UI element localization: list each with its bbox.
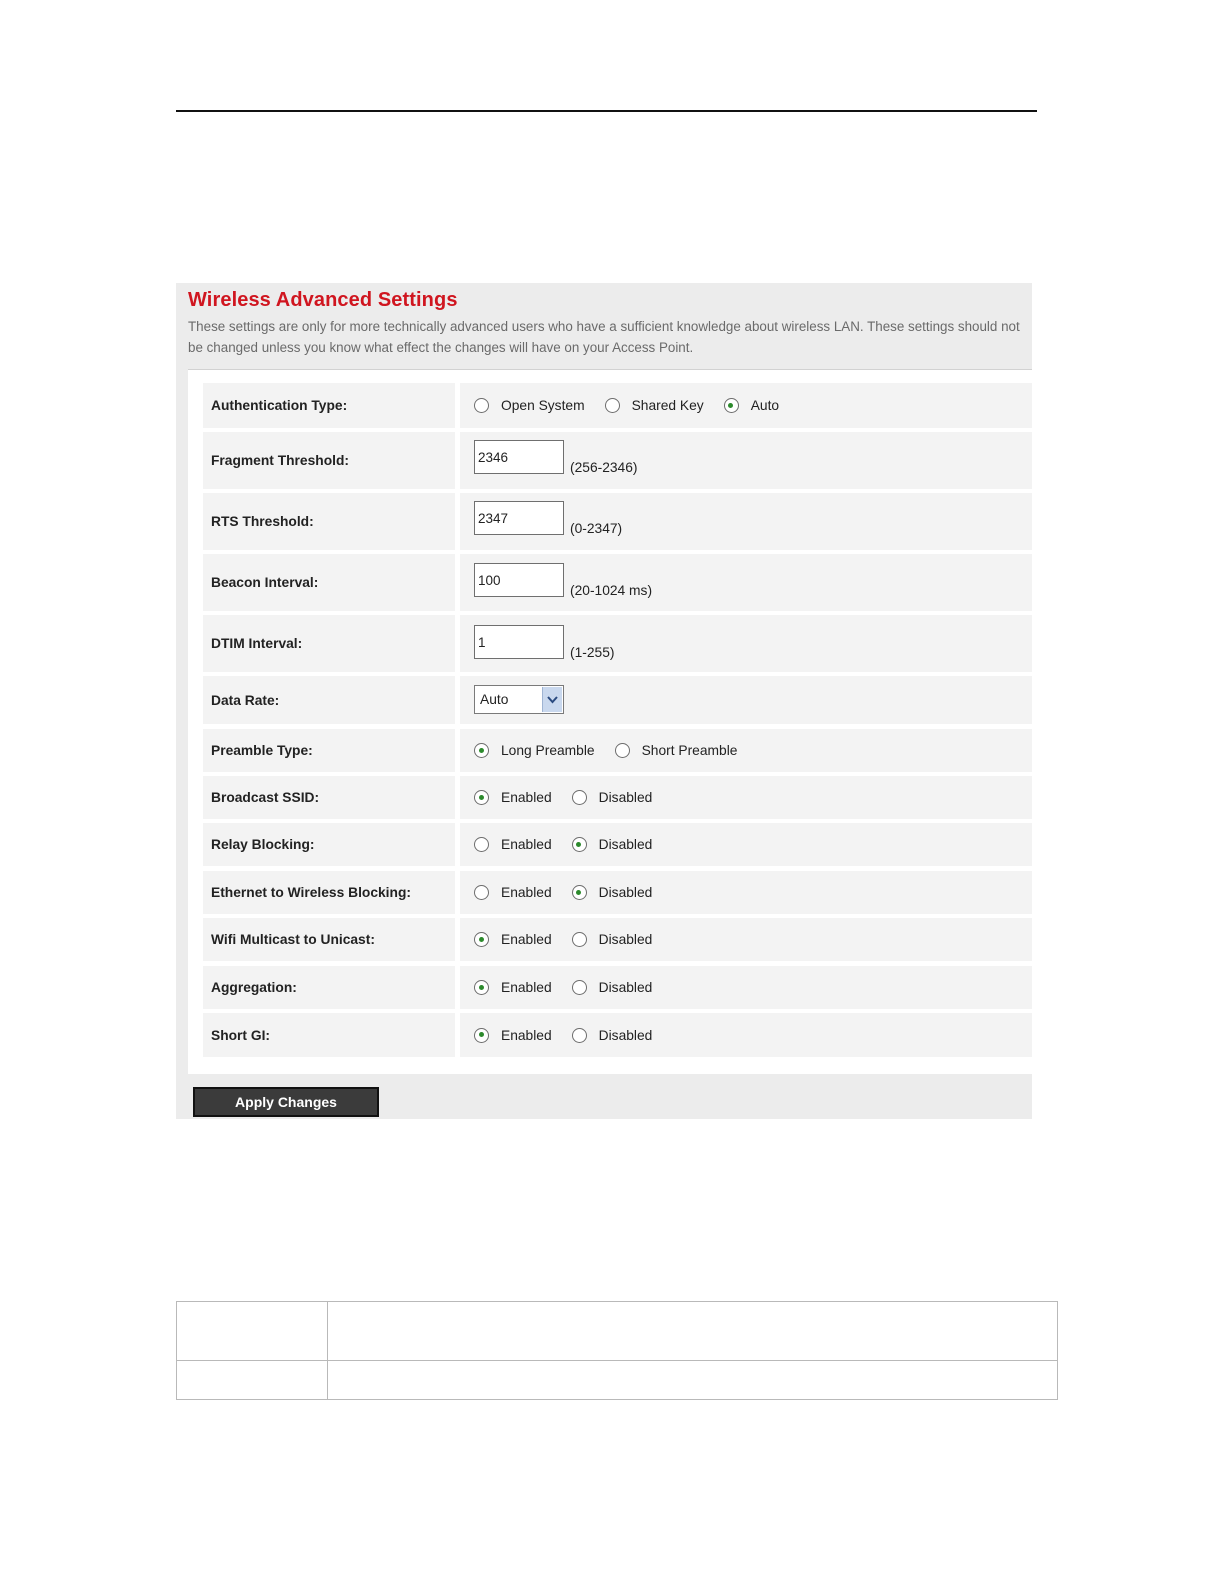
data-rate-select[interactable] [474, 685, 564, 714]
auth-shared-key-label: Shared Key [631, 398, 704, 413]
preamble-short-label: Short Preamble [641, 743, 738, 758]
beacon-interval-hint: (20-1024 ms) [570, 583, 653, 598]
relay-blocking-disabled-radio[interactable] [572, 837, 587, 852]
row-beacon-interval [203, 554, 1032, 611]
rts-threshold-input[interactable] [474, 501, 564, 535]
row-relay-blocking [203, 823, 1032, 866]
eth-wireless-disabled-option[interactable] [572, 885, 653, 900]
auth-shared-key-option[interactable] [605, 398, 704, 413]
aggregation-enabled-radio[interactable] [474, 980, 489, 995]
row-rts-threshold [203, 493, 1032, 550]
auth-auto-label: Auto [750, 398, 780, 413]
preamble-long-option[interactable] [474, 743, 595, 758]
table-cell [177, 1302, 328, 1361]
broadcast-ssid-disabled-option[interactable] [572, 790, 653, 805]
data-rate-selected-value: Auto [480, 692, 509, 707]
relay-blocking-enabled-radio[interactable] [474, 837, 489, 852]
short-gi-enabled-label: Enabled [501, 1027, 552, 1043]
row-short-gi [203, 1013, 1032, 1057]
short-gi-disabled-label: Disabled [598, 1027, 653, 1043]
preamble-long-radio[interactable] [474, 743, 489, 758]
auth-shared-key-radio[interactable] [605, 398, 620, 413]
short-gi-options [460, 1013, 1032, 1057]
short-gi-enabled-option[interactable] [474, 1028, 552, 1043]
preamble-type-options [460, 729, 1032, 772]
broadcast-ssid-disabled-label: Disabled [598, 790, 653, 805]
multicast-enabled-radio[interactable] [474, 932, 489, 947]
fragment-threshold-hint: (256-2346) [570, 460, 638, 475]
relay-blocking-disabled-label: Disabled [598, 837, 653, 852]
preamble-short-option[interactable] [615, 743, 738, 758]
short-gi-enabled-radio[interactable] [474, 1028, 489, 1043]
eth-wireless-enabled-option[interactable] [474, 885, 552, 900]
rts-threshold-cell [460, 493, 1032, 550]
eth-wireless-disabled-radio[interactable] [572, 885, 587, 900]
apply-changes-button[interactable]: Apply Changes [193, 1087, 379, 1117]
multicast-disabled-radio[interactable] [572, 932, 587, 947]
short-gi-label: Short GI: [203, 1013, 455, 1057]
wireless-advanced-settings-panel [176, 283, 1032, 1119]
dtim-interval-label: DTIM Interval: [203, 615, 455, 672]
top-divider [176, 110, 1037, 112]
authentication-type-label: Authentication Type: [203, 383, 455, 428]
rts-threshold-hint: (0-2347) [570, 521, 623, 536]
aggregation-disabled-option[interactable] [572, 980, 653, 995]
multicast-enabled-label: Enabled [501, 932, 552, 947]
beacon-interval-cell [460, 554, 1032, 611]
short-gi-disabled-radio[interactable] [572, 1028, 587, 1043]
preamble-short-radio[interactable] [615, 743, 630, 758]
relay-blocking-label: Relay Blocking: [203, 823, 455, 866]
aggregation-enabled-option[interactable] [474, 980, 552, 995]
aggregation-disabled-radio[interactable] [572, 980, 587, 995]
page-title: Wireless Advanced Settings [188, 289, 458, 311]
eth-wireless-disabled-label: Disabled [598, 885, 653, 900]
row-wifi-multicast-to-unicast [203, 918, 1032, 961]
multicast-enabled-option[interactable] [474, 932, 552, 947]
auth-auto-radio[interactable] [724, 398, 739, 413]
table-row [177, 1361, 1058, 1400]
relay-blocking-enabled-label: Enabled [501, 837, 552, 852]
row-aggregation [203, 966, 1032, 1009]
broadcast-ssid-enabled-label: Enabled [501, 790, 552, 805]
auth-auto-option[interactable] [724, 398, 779, 413]
preamble-type-label: Preamble Type: [203, 729, 455, 772]
beacon-interval-label: Beacon Interval: [203, 554, 455, 611]
multicast-disabled-label: Disabled [598, 932, 653, 947]
wifi-multicast-to-unicast-options [460, 918, 1032, 961]
auth-open-system-label: Open System [501, 398, 585, 413]
data-rate-cell [460, 676, 1032, 724]
aggregation-enabled-label: Enabled [501, 980, 552, 995]
page-description: These settings are only for more technically advanced users who have a sufficient knowledge about wireless LAN. These settings should not be changed unless you know what effect the changes will have on your Access Point. [188, 319, 1020, 355]
auth-open-system-option[interactable] [474, 398, 585, 413]
settings-form [188, 369, 1032, 1074]
dtim-interval-hint: (1-255) [570, 645, 615, 660]
chevron-down-icon[interactable] [542, 687, 562, 712]
table-row [177, 1302, 1058, 1361]
table-cell [177, 1361, 328, 1400]
broadcast-ssid-enabled-radio[interactable] [474, 790, 489, 805]
row-preamble-type [203, 729, 1032, 772]
relay-blocking-enabled-option[interactable] [474, 837, 552, 852]
data-rate-label: Data Rate: [203, 676, 455, 724]
fragment-threshold-label: Fragment Threshold: [203, 432, 455, 489]
row-dtim-interval [203, 615, 1032, 672]
broadcast-ssid-options [460, 776, 1032, 819]
fragment-threshold-input[interactable] [474, 440, 564, 474]
beacon-interval-input[interactable] [474, 563, 564, 597]
broadcast-ssid-disabled-radio[interactable] [572, 790, 587, 805]
row-data-rate [203, 676, 1032, 724]
aggregation-disabled-label: Disabled [598, 980, 653, 995]
ethernet-to-wireless-blocking-options [460, 871, 1032, 914]
row-broadcast-ssid [203, 776, 1032, 819]
row-ethernet-to-wireless-blocking [203, 871, 1032, 914]
authentication-type-options [460, 383, 1032, 428]
relay-blocking-options [460, 823, 1032, 866]
eth-wireless-enabled-label: Enabled [501, 885, 552, 900]
preamble-long-label: Long Preamble [501, 743, 595, 758]
blank-parameter-table [176, 1301, 1058, 1400]
broadcast-ssid-label: Broadcast SSID: [203, 776, 455, 819]
eth-wireless-enabled-radio[interactable] [474, 885, 489, 900]
row-fragment-threshold [203, 432, 1032, 489]
relay-blocking-disabled-option[interactable] [572, 837, 653, 852]
row-authentication-type [203, 383, 1032, 428]
wifi-multicast-to-unicast-label: Wifi Multicast to Unicast: [203, 918, 455, 961]
table-cell [328, 1302, 1058, 1361]
aggregation-options [460, 966, 1032, 1009]
aggregation-label: Aggregation: [203, 966, 455, 1009]
dtim-interval-input[interactable] [474, 625, 564, 659]
dtim-interval-cell [460, 615, 1032, 672]
short-gi-disabled-option[interactable] [572, 1028, 653, 1043]
ethernet-to-wireless-blocking-label: Ethernet to Wireless Blocking: [203, 871, 455, 914]
multicast-disabled-option[interactable] [572, 932, 653, 947]
auth-open-system-radio[interactable] [474, 398, 489, 413]
table-cell [328, 1361, 1058, 1400]
broadcast-ssid-enabled-option[interactable] [474, 790, 552, 805]
rts-threshold-label: RTS Threshold: [203, 493, 455, 550]
fragment-threshold-cell [460, 432, 1032, 489]
